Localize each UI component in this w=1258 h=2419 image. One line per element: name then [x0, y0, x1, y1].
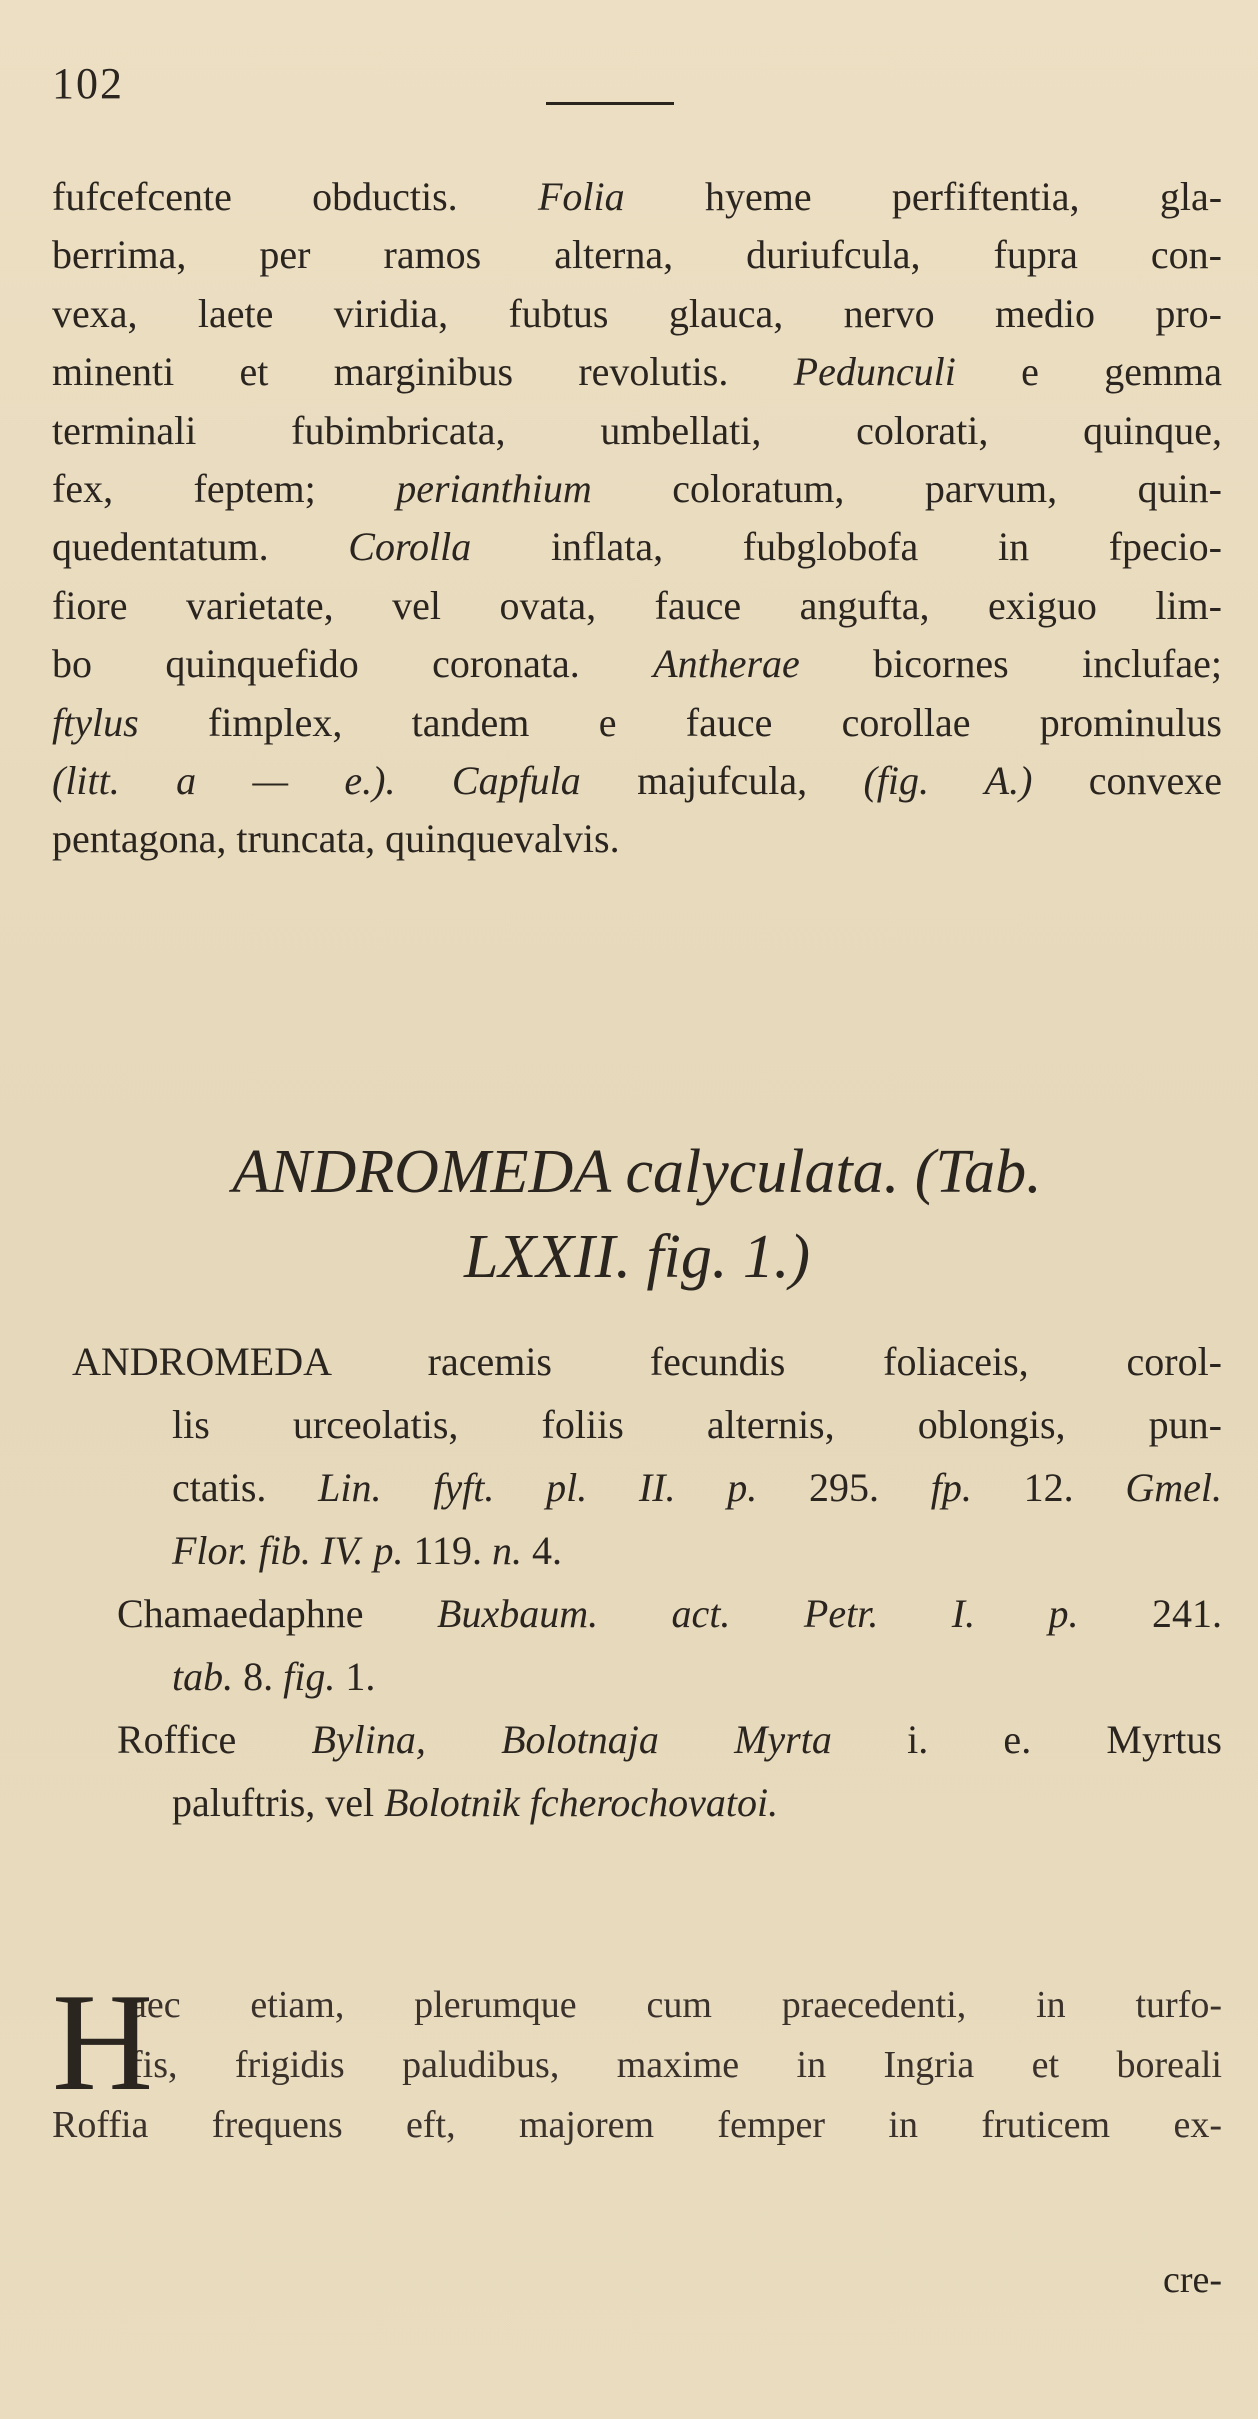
synonym-line	[72, 1582, 1222, 1645]
italic-term: Capfula	[451, 758, 581, 804]
citation: Lin. fyft. pl. II. p.	[318, 1465, 758, 1510]
text-run: minenti et marginibus revolutis.	[52, 349, 794, 395]
citation: Gmel.	[1125, 1465, 1222, 1510]
text-run: inflata, fubglobofa in fpecio-	[471, 524, 1222, 570]
citation: Bolotnik fcherochovatoi.	[384, 1780, 779, 1825]
citation: n.	[492, 1528, 523, 1573]
italic-term: ftylus	[52, 699, 139, 745]
synonym-line: lis urceolatis, foliis alternis, oblongis, pun-	[172, 1402, 1222, 1447]
paragraph-line	[52, 402, 1222, 460]
synonym-line	[72, 1708, 1222, 1771]
paragraph-line: Roffia frequens eft, majorem femper in fruticem ex-	[52, 2104, 1222, 2146]
heading-line-2: LXXII. fig. 1.)	[463, 1223, 811, 1291]
paragraph-line	[52, 168, 1222, 226]
catchword: cre-	[1162, 2259, 1222, 2301]
text-run: hyeme perfiftentia, gla-	[624, 174, 1223, 219]
synonym-list	[72, 1330, 1222, 1834]
page-header	[52, 58, 1212, 118]
text-run: 295.	[757, 1465, 931, 1510]
description-paragraph	[52, 168, 1222, 869]
italic-term: (fig. A.)	[863, 758, 1033, 804]
synonym-line	[72, 1519, 1222, 1582]
synonym-line	[72, 1645, 1222, 1708]
citation: Flor. fib. IV. p.	[172, 1528, 404, 1573]
text-run	[396, 758, 452, 803]
italic-term: perianthium	[396, 466, 592, 512]
text-run: ctatis.	[172, 1465, 319, 1510]
paragraph-line	[52, 460, 1222, 518]
text-run: 241.	[1078, 1591, 1223, 1636]
italic-term: (litt. a — e.).	[52, 758, 396, 804]
paragraph-line	[52, 577, 1222, 635]
drop-cap: H	[52, 1965, 154, 2120]
text-run: 12.	[971, 1465, 1126, 1510]
text-run: fiore varietate, vel ovata, fauce angufta, exiguo lim-	[52, 582, 1222, 628]
italic-term: Folia	[537, 174, 625, 219]
text-run: convexe	[1032, 758, 1223, 804]
text-run: quedentatum.	[52, 524, 349, 570]
text-run: bo quinquefido coronata.	[52, 641, 654, 687]
text-run: i. e. Myrtus	[831, 1717, 1222, 1762]
text-run: paluftris, vel	[172, 1780, 385, 1825]
text-run: pentagona, truncata, quinquevalvis.	[52, 816, 620, 862]
species-heading	[52, 1130, 1222, 1300]
citation: fp.	[930, 1465, 972, 1510]
paragraph-line	[52, 226, 1222, 284]
text-run: 119.	[403, 1528, 493, 1573]
text-run: Chamaedaphne	[117, 1591, 438, 1636]
text-run: fimplex, tandem e fauce corollae prominulus	[138, 699, 1222, 745]
text-run: 1.	[335, 1654, 376, 1699]
text-run: bicornes inclufae;	[799, 641, 1223, 687]
paragraph-line: aec etiam, plerumque cum praecedenti, in turfo-	[130, 1984, 1222, 2026]
citation: Bylina, Bolotnaja Myrta	[311, 1717, 832, 1762]
paragraph-line	[52, 694, 1222, 752]
text-run: berrima, per ramos alterna, duriufcula, fupra con-	[52, 232, 1222, 278]
text-run: majufcula,	[580, 758, 864, 804]
paragraph-line	[52, 285, 1222, 343]
paragraph-line	[52, 635, 1222, 693]
synonym-line: ANDROMEDA racemis fecundis foliaceis, corol-	[72, 1339, 1222, 1384]
text-run: terminali fubimbricata, umbellati, colorati, quinque,	[52, 407, 1222, 453]
synonym-line	[72, 1771, 1222, 1834]
citation: Buxbaum. act. Petr. I. p.	[437, 1591, 1079, 1636]
heading-line-1: ANDROMEDA calyculata. (Tab.	[232, 1138, 1042, 1206]
habitat-paragraph	[52, 1965, 1222, 2155]
page-number: 102	[52, 59, 124, 108]
paragraph-line: fis, frigidis paludibus, maxime in Ingria et boreali	[130, 2044, 1222, 2086]
citation: tab.	[172, 1654, 234, 1699]
paragraph-line	[52, 518, 1222, 576]
synonym-line	[72, 1456, 1222, 1519]
italic-term: Corolla	[348, 524, 472, 570]
text-run: vexa, laete viridia, fubtus glauca, nervo medio pro-	[52, 290, 1222, 336]
header-rule	[546, 102, 674, 105]
text-run: 4.	[522, 1528, 563, 1573]
paragraph-line	[52, 343, 1222, 401]
italic-term: Pedunculi	[793, 349, 956, 395]
citation: fig.	[283, 1654, 336, 1699]
paragraph-line	[52, 810, 1222, 868]
italic-term: Antherae	[653, 641, 800, 687]
text-run: coloratum, parvum, quin-	[591, 466, 1222, 512]
text-run: e gemma	[955, 349, 1222, 395]
text-run: Roffice	[117, 1717, 312, 1762]
paragraph-line	[52, 752, 1222, 810]
text-run: 8.	[233, 1654, 284, 1699]
text-run: fex, feptem;	[52, 466, 397, 512]
text-run: fufcefcente obductis.	[52, 174, 538, 219]
